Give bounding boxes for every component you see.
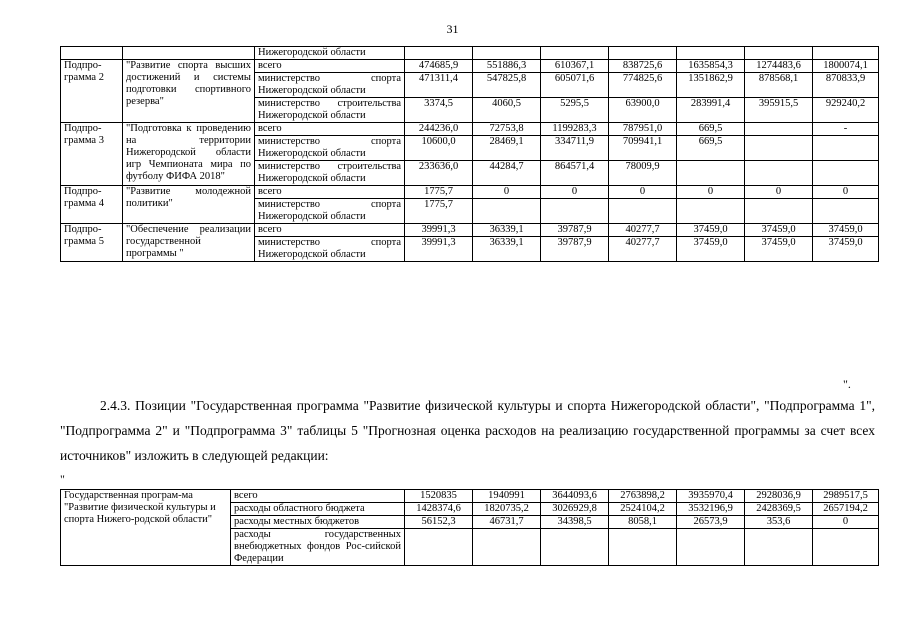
value-cell: 0 (677, 186, 745, 199)
value-cell: 36339,1 (473, 224, 541, 237)
opening-quote: " (60, 472, 65, 486)
value-cell: 1274483,6 (745, 60, 813, 73)
value-cell: 5295,5 (541, 98, 609, 123)
value-cell: 37459,0 (745, 224, 813, 237)
value-cell: 56152,3 (405, 516, 473, 529)
value-cell: 1199283,3 (541, 123, 609, 136)
value-cell: 78009,9 (609, 161, 677, 186)
source-label-cell: всего (255, 186, 405, 199)
subprogram-number-cell: Подпро-грамма 3 (61, 123, 123, 186)
value-cell: 610367,1 (541, 60, 609, 73)
value-cell (609, 529, 677, 566)
value-cell: 0 (813, 516, 879, 529)
value-cell: 3644093,6 (541, 490, 609, 503)
value-cell: 878568,1 (745, 73, 813, 98)
value-cell: 4060,5 (473, 98, 541, 123)
value-cell (677, 161, 745, 186)
value-cell (541, 199, 609, 224)
value-cell: 2428369,5 (745, 503, 813, 516)
value-cell: 37459,0 (677, 224, 745, 237)
value-cell: 547825,8 (473, 73, 541, 98)
value-cell: 1775,7 (405, 186, 473, 199)
source-label-cell: министерство спорта Нижегородской области (255, 136, 405, 161)
value-cell: 39991,3 (405, 237, 473, 262)
value-cell: 37459,0 (813, 237, 879, 262)
value-cell (677, 47, 745, 60)
value-cell: 551886,3 (473, 60, 541, 73)
source-label-cell: министерство строительства Нижегородской области (255, 98, 405, 123)
value-cell: 353,6 (745, 516, 813, 529)
value-cell: 39787,9 (541, 237, 609, 262)
value-cell: 0 (813, 186, 879, 199)
value-cell: 34398,5 (541, 516, 609, 529)
value-cell: 3532196,9 (677, 503, 745, 516)
value-cell: 929240,2 (813, 98, 879, 123)
value-cell: 37459,0 (813, 224, 879, 237)
program-name-cell: Государственная програм-ма "Развитие физической культуры и спорта Нижего-родской области" (61, 490, 231, 566)
value-cell: 39787,9 (541, 224, 609, 237)
table-row (61, 186, 879, 199)
source-label-cell: всего (255, 123, 405, 136)
value-cell (473, 47, 541, 60)
value-cell: 1520835 (405, 490, 473, 503)
value-cell: 37459,0 (745, 237, 813, 262)
table-row (61, 47, 879, 60)
closing-quote: ". (843, 377, 851, 391)
value-cell: 44284,7 (473, 161, 541, 186)
table-row (61, 60, 879, 73)
table-row (61, 490, 879, 503)
value-cell (473, 529, 541, 566)
value-cell: 1940991 (473, 490, 541, 503)
subprogram-name-cell: "Развитие молодежной политики" (123, 186, 255, 224)
value-cell: 1351862,9 (677, 73, 745, 98)
value-cell: 2657194,2 (813, 503, 879, 516)
value-cell: 233636,0 (405, 161, 473, 186)
value-cell (541, 529, 609, 566)
value-cell: 334711,9 (541, 136, 609, 161)
source-label-cell: всего (231, 490, 405, 503)
value-cell: 669,5 (677, 123, 745, 136)
value-cell (745, 161, 813, 186)
value-cell: 0 (541, 186, 609, 199)
value-cell: 864571,4 (541, 161, 609, 186)
value-cell (677, 199, 745, 224)
value-cell: 28469,1 (473, 136, 541, 161)
source-label-cell: министерство спорта Нижегородской области (255, 237, 405, 262)
subprogram-name-cell: "Обеспечение реализации государственной программы " (123, 224, 255, 262)
value-cell: 1428374,6 (405, 503, 473, 516)
value-cell: 63900,0 (609, 98, 677, 123)
subprogram-number-cell: Подпро-грамма 2 (61, 60, 123, 123)
value-cell: 3026929,8 (541, 503, 609, 516)
value-cell: 474685,9 (405, 60, 473, 73)
value-cell: 37459,0 (677, 237, 745, 262)
value-cell: 2524104,2 (609, 503, 677, 516)
value-cell: 46731,7 (473, 516, 541, 529)
source-label-cell: расходы местных бюджетов (231, 516, 405, 529)
subprogram-name-cell: "Развитие спорта высших достижений и системы подготовки спортивного резерва" (123, 60, 255, 123)
value-cell: 40277,7 (609, 224, 677, 237)
value-cell (813, 47, 879, 60)
subprogram-number-cell: Подпро-грамма 5 (61, 224, 123, 262)
source-label-cell: министерство спорта Нижегородской области (255, 199, 405, 224)
value-cell: 0 (473, 186, 541, 199)
value-cell: 3935970,4 (677, 490, 745, 503)
value-cell: 72753,8 (473, 123, 541, 136)
value-cell: 669,5 (677, 136, 745, 161)
value-cell: 36339,1 (473, 237, 541, 262)
value-cell: 0 (745, 186, 813, 199)
value-cell: 1635854,3 (677, 60, 745, 73)
value-cell: 395915,5 (745, 98, 813, 123)
value-cell: 709941,1 (609, 136, 677, 161)
value-cell: 40277,7 (609, 237, 677, 262)
source-label-cell: расходы государственных внебюджетных фондов Рос-сийской Федерации (231, 529, 405, 566)
value-cell: 2928036,9 (745, 490, 813, 503)
source-label-cell: министерство строительства Нижегородской области (255, 161, 405, 186)
source-label-cell: министерство спорта Нижегородской области (255, 73, 405, 98)
value-cell (405, 529, 473, 566)
source-label-cell: Нижегородской области (255, 47, 405, 60)
value-cell: - (813, 123, 879, 136)
value-cell: 605071,6 (541, 73, 609, 98)
value-cell (745, 136, 813, 161)
expenses-table-state-program (60, 489, 879, 566)
value-cell: 8058,1 (609, 516, 677, 529)
value-cell (609, 199, 677, 224)
value-cell: 3374,5 (405, 98, 473, 123)
value-cell: 0 (609, 186, 677, 199)
value-cell: 2989517,5 (813, 490, 879, 503)
value-cell: 471311,4 (405, 73, 473, 98)
value-cell (609, 47, 677, 60)
value-cell (813, 161, 879, 186)
value-cell (473, 199, 541, 224)
value-cell: 1820735,2 (473, 503, 541, 516)
value-cell (405, 47, 473, 60)
value-cell: 244236,0 (405, 123, 473, 136)
prog-cell (61, 47, 123, 60)
value-cell: 787951,0 (609, 123, 677, 136)
value-cell (745, 199, 813, 224)
value-cell: 838725,6 (609, 60, 677, 73)
source-label-cell: расходы областного бюджета (231, 503, 405, 516)
value-cell (541, 47, 609, 60)
value-cell (813, 199, 879, 224)
table-row (61, 123, 879, 136)
source-label-cell: всего (255, 224, 405, 237)
value-cell: 2763898,2 (609, 490, 677, 503)
expenses-table-subprograms (60, 46, 879, 262)
name-cell (123, 47, 255, 60)
source-label-cell: всего (255, 60, 405, 73)
amendment-paragraph: 2.4.3. Позиции "Государственная программа "Развитие физической культуры и спорта Нижегородской области", "Подпрограмма 1", "Подпрограмма 2" и "Подпрограмма 3" таблицы 5 "Прогнозная оценка расходов на реализацию государственной программы за счет всех источников" изложить в следующей редакции: (60, 398, 875, 463)
value-cell (745, 47, 813, 60)
subprogram-number-cell: Подпро-грамма 4 (61, 186, 123, 224)
table-row (61, 224, 879, 237)
value-cell (745, 123, 813, 136)
value-cell: 1775,7 (405, 199, 473, 224)
value-cell: 10600,0 (405, 136, 473, 161)
value-cell: 774825,6 (609, 73, 677, 98)
value-cell (813, 529, 879, 566)
value-cell: 39991,3 (405, 224, 473, 237)
value-cell: 26573,9 (677, 516, 745, 529)
page-number: 31 (446, 22, 459, 36)
value-cell (745, 529, 813, 566)
value-cell: 870833,9 (813, 73, 879, 98)
value-cell (677, 529, 745, 566)
subprogram-name-cell: "Подготовка к проведению на территории Нижегородской области игр Чемпионата мира по футболу ФИФА 2018" (123, 123, 255, 186)
value-cell: 1800074,1 (813, 60, 879, 73)
value-cell (813, 136, 879, 161)
value-cell: 283991,4 (677, 98, 745, 123)
